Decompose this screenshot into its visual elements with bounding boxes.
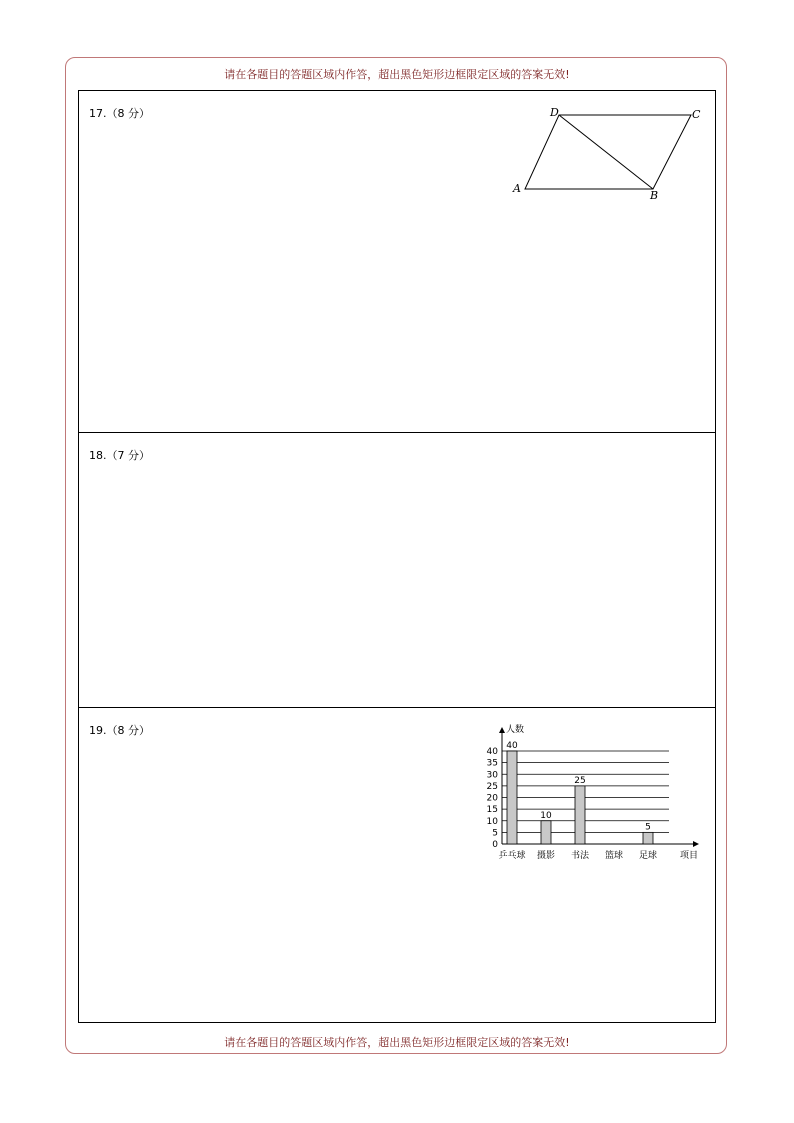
y-tick-label: 15 — [486, 805, 498, 816]
point-label-d: D — [550, 106, 559, 119]
point-label-c: C — [692, 108, 701, 121]
answer-box-17[interactable] — [78, 90, 716, 433]
x-axis-label: 项目 — [680, 851, 699, 861]
notice-bottom: 请在各题目的答题区域内作答，超出黑色矩形边框限定区域的答案无效! — [224, 1036, 570, 1049]
x-category-label: 书法 — [570, 851, 590, 861]
bar-value-label: 25 — [574, 775, 586, 786]
y-tick-label: 40 — [486, 747, 498, 757]
answer-box-18[interactable] — [78, 432, 716, 708]
y-axis-arrow — [499, 727, 505, 733]
bar — [507, 751, 517, 844]
x-category-label: 篮球 — [604, 851, 624, 861]
bar — [541, 821, 551, 844]
y-axis-label: 人数 — [506, 725, 525, 735]
notice-top: 请在各题目的答题区域内作答，超出黑色矩形边框限定区域的答案无效! — [224, 68, 570, 81]
point-label-a: A — [513, 182, 521, 195]
x-axis-arrow — [693, 841, 699, 847]
y-tick-label: 35 — [486, 758, 498, 769]
parallelogram-figure — [509, 103, 709, 203]
x-category-label: 足球 — [638, 851, 658, 861]
question-label-19: 19.（8 分） — [89, 724, 150, 737]
diagonal-db — [559, 115, 653, 189]
question-label-17: 17.（8 分） — [89, 107, 150, 120]
parallelogram-abcd — [525, 115, 691, 189]
y-tick-label: 10 — [486, 816, 498, 827]
bar — [643, 832, 653, 844]
answer-box-19[interactable] — [78, 707, 716, 1023]
x-category-label: 摄影 — [536, 851, 556, 861]
y-tick-label: 20 — [486, 793, 498, 804]
x-category-label: 乒乓球 — [498, 851, 526, 861]
bar — [575, 786, 585, 844]
bar-chart — [474, 720, 704, 865]
bar-value-label: 10 — [540, 810, 552, 821]
question-label-18: 18.（7 分） — [89, 449, 150, 462]
y-tick-label: 30 — [486, 770, 498, 781]
bar-value-label: 40 — [506, 741, 518, 751]
point-label-b: B — [650, 189, 659, 202]
y-tick-label: 5 — [492, 828, 498, 839]
y-tick-label: 25 — [486, 781, 498, 792]
bar-value-label: 5 — [645, 822, 651, 833]
y-tick-label: 0 — [492, 840, 498, 850]
